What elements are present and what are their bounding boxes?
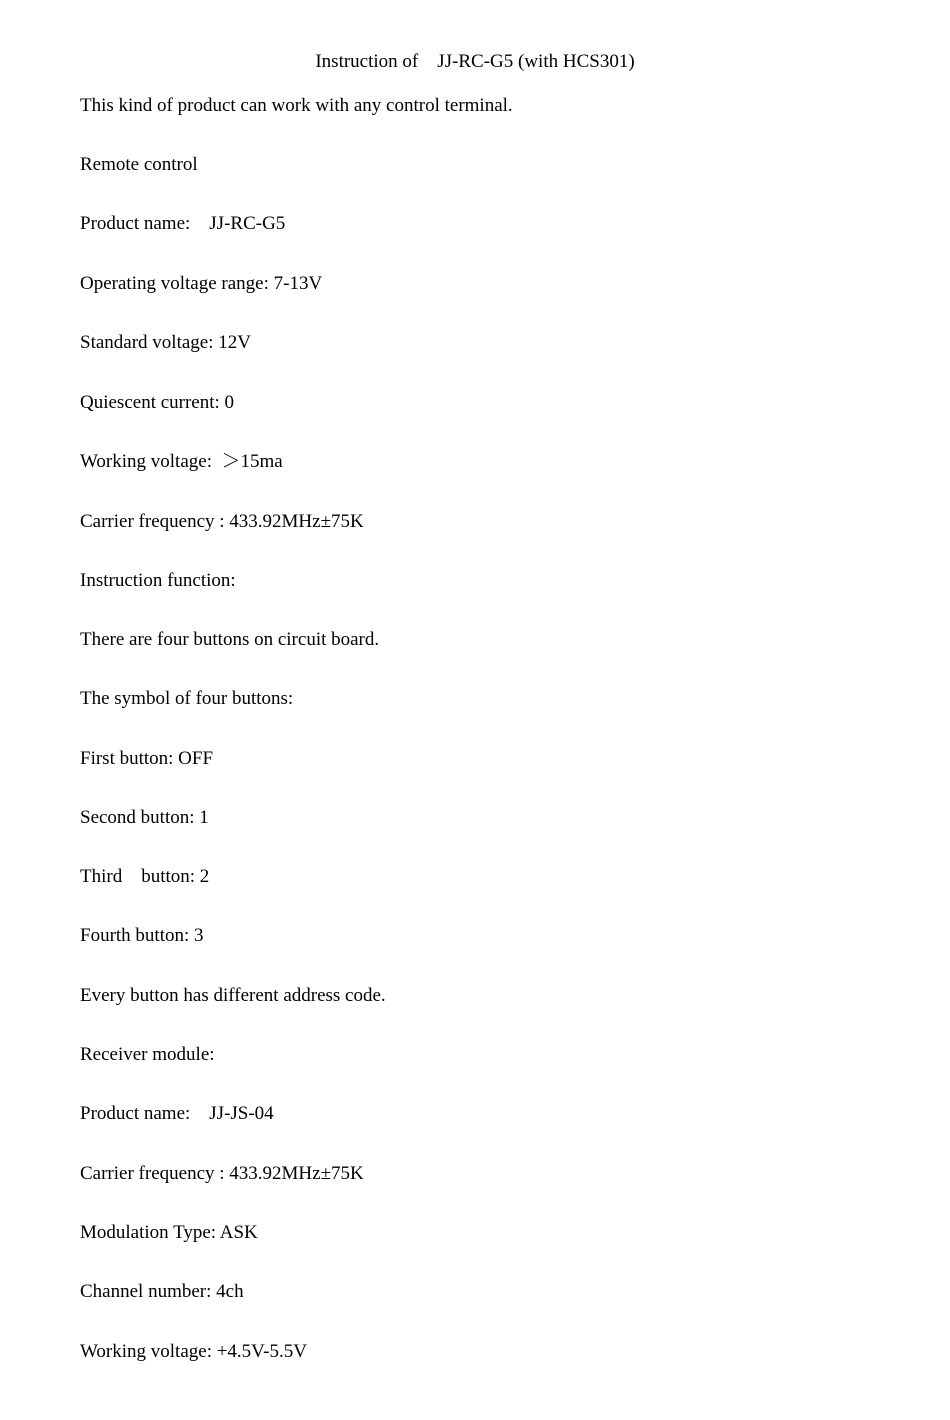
section-heading-receiver-module: Receiver module:	[80, 1044, 215, 1065]
buttons-description: There are four buttons on circuit board.	[80, 629, 380, 650]
remote-working-voltage: Working voltage: ＞15ma	[80, 451, 283, 472]
remote-product-name: Product name: JJ-RC-G5	[80, 213, 286, 234]
section-heading-remote-control: Remote control	[80, 154, 198, 175]
receiver-product-name: Product name: JJ-JS-04	[80, 1103, 274, 1124]
address-code-note: Every button has different address code.	[80, 985, 386, 1006]
operating-voltage-range: Operating voltage range: 7-13V	[80, 273, 323, 294]
fourth-button-line: Fourth button: 3	[80, 925, 204, 946]
intro-text: This kind of product can work with any control terminal.	[80, 95, 513, 116]
first-button-line: First button: OFF	[80, 748, 214, 769]
third-button-line: Third button: 2	[80, 866, 210, 887]
buttons-symbol-heading: The symbol of four buttons:	[80, 688, 294, 709]
standard-voltage: Standard voltage: 12V	[80, 332, 251, 353]
channel-number: Channel number: 4ch	[80, 1281, 244, 1302]
section-heading-instruction-function: Instruction function:	[80, 570, 236, 591]
second-button-line: Second button: 1	[80, 807, 209, 828]
remote-carrier-frequency: Carrier frequency : 433.92MHz±75K	[80, 511, 364, 532]
receiver-carrier-frequency: Carrier frequency : 433.92MHz±75K	[80, 1163, 364, 1184]
document-title: Instruction of JJ-RC-G5 (with HCS301)	[315, 51, 635, 72]
modulation-type: Modulation Type: ASK	[80, 1222, 258, 1243]
receiver-working-voltage: Working voltage: +4.5V-5.5V	[80, 1341, 307, 1362]
quiescent-current: Quiescent current: 0	[80, 392, 235, 413]
